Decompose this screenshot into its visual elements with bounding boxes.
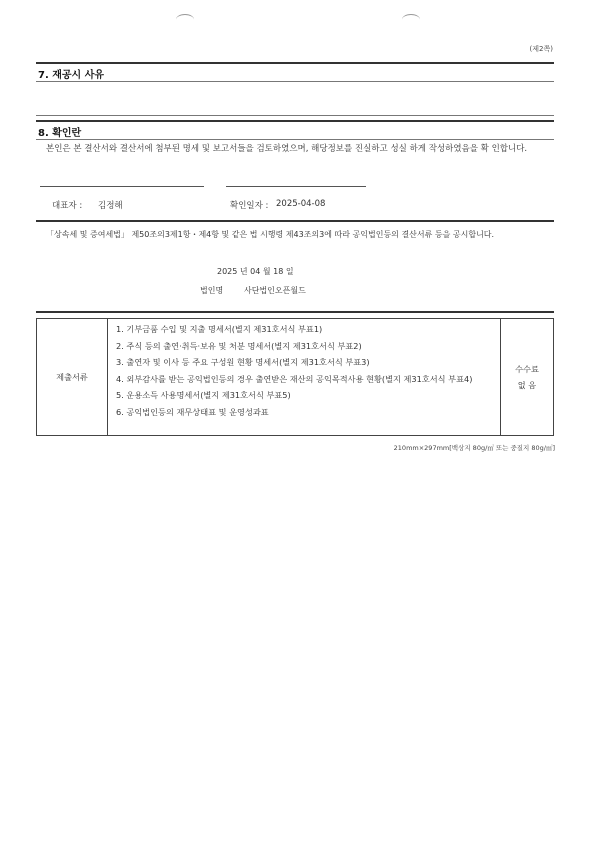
representative-name: 김정해 bbox=[98, 201, 123, 211]
confirm-date-label: 확인일자 : bbox=[230, 201, 269, 211]
confirm-date-line bbox=[226, 186, 366, 187]
representative-signature-line bbox=[40, 186, 204, 187]
section8-title: 8. 확인란 bbox=[38, 128, 82, 139]
form-page-number: (제2쪽) bbox=[529, 45, 553, 53]
document-item: 1. 기부금품 수입 및 지출 명세서(별지 제31호서식 부표1) bbox=[116, 324, 323, 334]
confirmation-statement: 본인은 본 결산서와 결산서에 첨부된 명세 및 보고서들을 검토하였으며, 해당정보를 진실하고 성실 하게 작성하였음을 확 인합니다. bbox=[46, 144, 528, 154]
confirm-date-value: 2025-04-08 bbox=[276, 199, 326, 209]
section7-header-rule bbox=[36, 81, 554, 82]
documents-top-rule bbox=[36, 311, 554, 313]
document-item: 6. 공익법인등의 재무상태표 및 운영성과표 bbox=[116, 406, 269, 417]
document-item: 2. 주식 등의 출연·취득·보유 및 처분 명세서(별지 제31호서식 부표2) bbox=[116, 340, 362, 351]
fee-cell bbox=[501, 319, 554, 436]
notice-top-rule bbox=[36, 220, 554, 222]
document-item: 4. 외부감사를 받는 공익법인등의 경우 출연받은 재산의 공익목적사용 현황(별지 제31호서식 부표4) bbox=[116, 373, 473, 384]
notice-date: 2025 년 04 월 18 일 bbox=[217, 267, 294, 276]
section7-title: 7. 재공시 사유 bbox=[38, 70, 105, 81]
binder-hole-left bbox=[176, 14, 194, 25]
documents-label: 제출서류 bbox=[37, 319, 108, 436]
documents-table bbox=[36, 318, 554, 436]
fee-value: 없 음 bbox=[517, 380, 537, 390]
document-item: 5. 운용소득 사용명세서(별지 제31호서식 부표5) bbox=[116, 390, 291, 400]
documents-list bbox=[108, 319, 501, 436]
paper-spec-note: 210mm×297mm[백상지 80g/㎡ 또는 중질지 80g/㎡] bbox=[393, 444, 555, 452]
public-notice-text: 「상속세 및 증여세법」 제50조의3제1항・제4항 및 같은 법 시행령 제43조의3에 따라 공익법인등의 결산서류 등을 공시합니다. bbox=[46, 230, 495, 239]
document-item: 3. 출연자 및 이사 등 주요 구성원 현황 명세서(별지 제31호서식 부표3) bbox=[116, 357, 370, 367]
section7-bottom-rule bbox=[36, 115, 554, 116]
fee-label: 수수료 bbox=[515, 364, 539, 374]
section7-top-rule bbox=[36, 62, 554, 64]
section8-top-rule bbox=[36, 120, 554, 122]
corp-name-label: 법인명 bbox=[200, 286, 224, 295]
binder-hole-right bbox=[402, 14, 420, 25]
corp-name: 사단법인오픈월드 bbox=[244, 286, 306, 295]
representative-label: 대표자 : bbox=[52, 201, 83, 211]
